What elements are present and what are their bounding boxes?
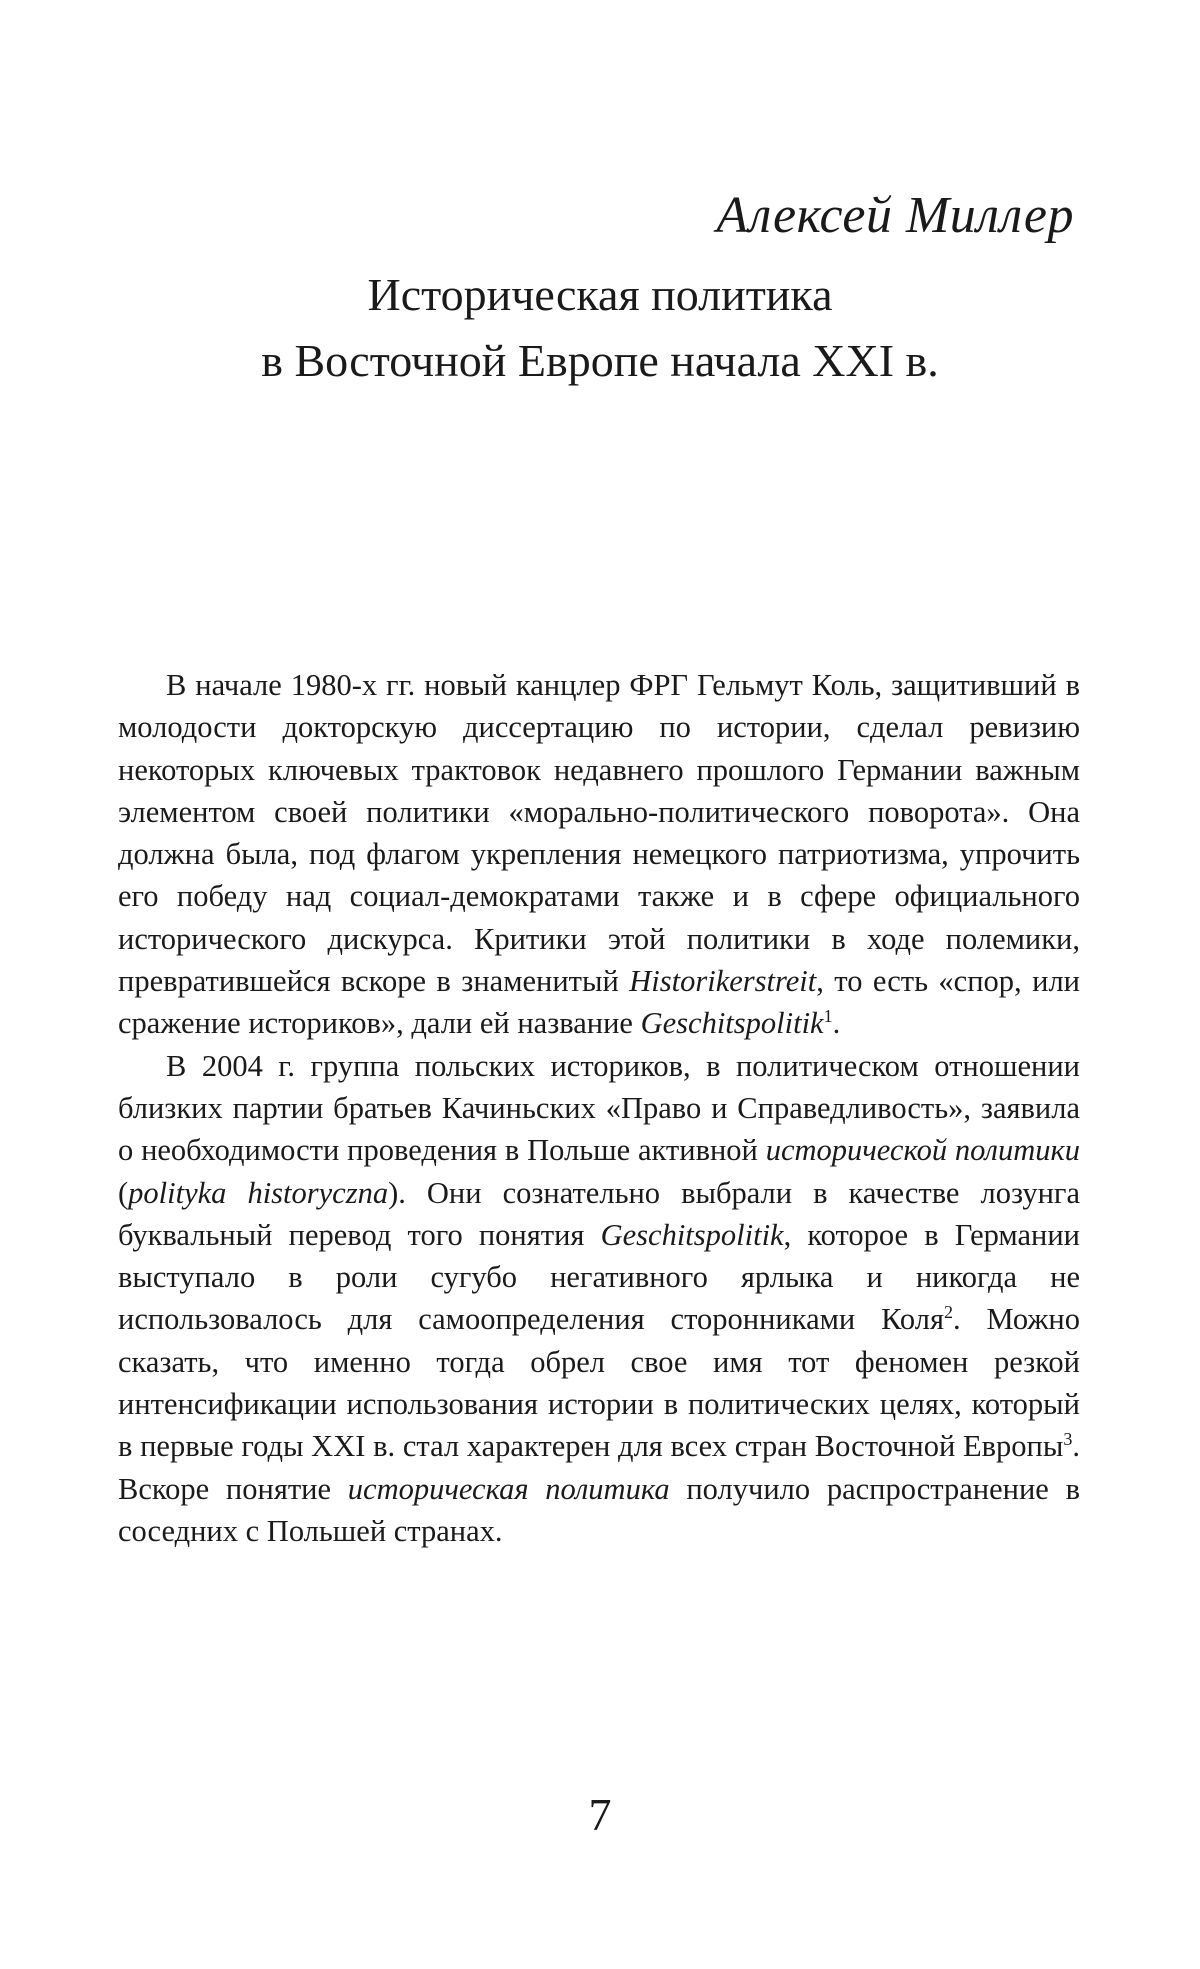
chapter-title xyxy=(100,262,1100,394)
paragraph-2-text-4: , которое в Германии выступало в роли сугубо негативного ярлыка и никогда не использовалось для самоопределения сторонниками Коля xyxy=(118,1217,1080,1337)
paragraph-2-text-1: В 2004 г. группа польских историков, в политическом отношении близких партии братьев Качиньских «Право и Справедливость», заявила о необходимости проведения в Польше активной xyxy=(118,1048,1080,1168)
paragraph-2-text-2: ( xyxy=(118,1175,129,1210)
chapter-title-line-2: в Восточной Европе начала XXI в. xyxy=(261,335,939,386)
footnote-ref-1: 1 xyxy=(823,1006,833,1027)
footnote-ref-3: 3 xyxy=(1063,1429,1073,1450)
paragraph-2-text-6: . Вскоре понятие xyxy=(118,1429,1080,1506)
author-name: Алексей Миллер xyxy=(716,187,1074,244)
footnote-ref-2: 2 xyxy=(944,1302,954,1323)
paragraph-1-text-1: В начале 1980-х гг. новый канцлер ФРГ Гельмут Коль, защитивший в молодости докторскую диссертацию по истории, сделал ревизию некоторых ключевых трактовок недавнего прошлого Германии важным элементом своей политики «морально-политического поворота». Она должна была, под флагом укрепления немецкого патриотизма, упрочить его победу над социал-демократами также и в сфере официального исторического дискурса. Критики этой политики в ходе полемики, превратившейся вскоре в знаменитый xyxy=(118,668,1080,999)
chapter-title-line-1: Историческая политика xyxy=(367,269,833,320)
italic-term-geschitspolitik: Geschitspolitik xyxy=(640,1006,824,1041)
paragraph-1-text-2: , то есть «спор, или сражение историков», дали ей название xyxy=(118,964,1080,1041)
italic-term-historical-policy: исторической политики xyxy=(765,1133,1080,1168)
paragraph-2 xyxy=(118,1045,1080,1553)
paragraph-2-text-7: получило распространение в соседних с Польшей странах. xyxy=(118,1471,1080,1548)
paragraph-1-text-3: . xyxy=(832,1006,841,1041)
paragraph-2-text-3: ). Они сознательно выбрали в качестве лозунга буквальный перевод того понятия xyxy=(118,1175,1080,1252)
page-number: 7 xyxy=(588,1789,612,1840)
italic-term-historikerstreit: Historikerstreit xyxy=(629,964,817,999)
italic-term-geschitspolitik-2: Geschitspolitik xyxy=(600,1217,784,1252)
body-text xyxy=(118,664,1080,1552)
italic-term-polityka-historyczna: polityka historyczna xyxy=(128,1175,389,1210)
paragraph-1 xyxy=(118,664,1080,1045)
italic-term-historical-policy-2: историческая политика xyxy=(347,1471,670,1506)
paragraph-2-text-5: . Можно сказать, что именно тогда обрел свое имя тот феномен резкой интенсификации использования истории в политических целях, который в первые годы XXI в. стал характерен для всех стран Восточной Европы xyxy=(118,1302,1080,1464)
